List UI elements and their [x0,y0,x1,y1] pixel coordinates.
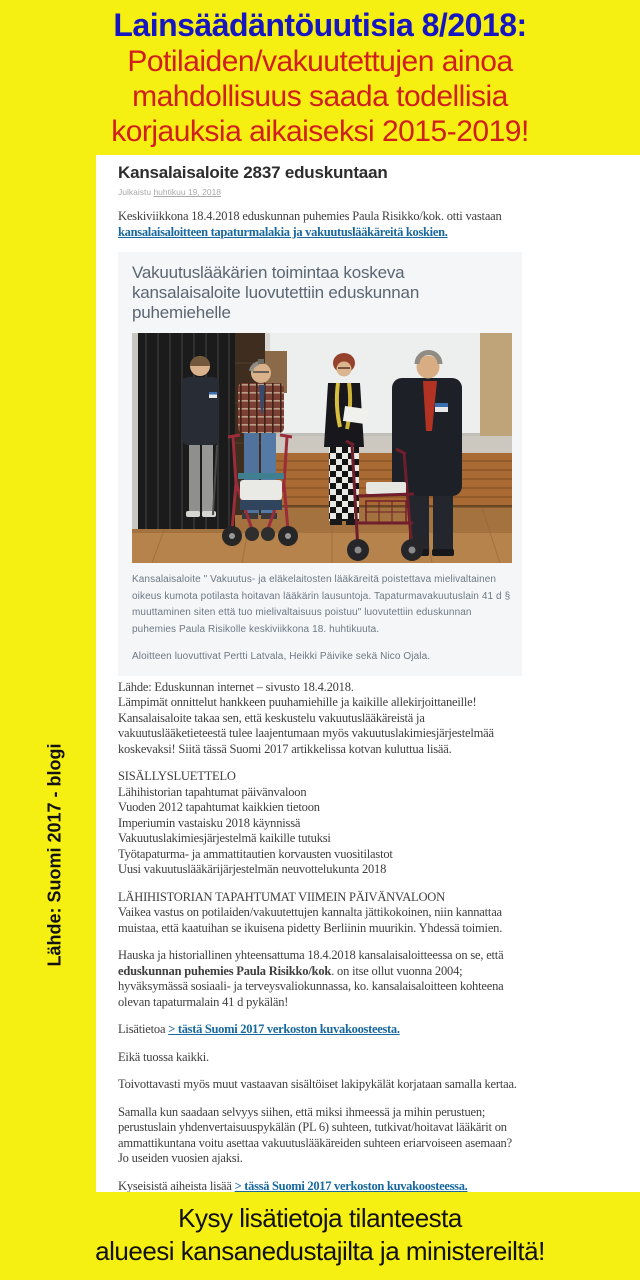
top-banner [0,0,640,149]
footer-line-2: alueesi kansanedustajilta ja ministereiltä! [95,1236,545,1266]
banner-line-3: mahdollisuus saada todellisia [132,80,508,113]
toc-title: SISÄLLYSLUETTELO [118,769,236,783]
intro-link[interactable]: kansalaisaloitteen tapaturmalakia ja vakuutuslääkäreitä koskien. [118,224,448,239]
source-line: Kansalaisaloite takaa sen, että keskustelu vakuutuslääkäreistä ja vakuutuslääketieteestä tulee laajentumaan myös vakuutuslakimiesjärjestelmää koskevaksi! Siitä tässä Suomi 2017 artikkelissa kotvan kuluttua lisää. [118,710,494,756]
embed-heading: Vakuutuslääkärien toimintaa koskeva kansalaisaloite luovutettiin eduskunnan puhemiehelle [132,263,420,322]
history-bold-name: eduskunnan puhemies Paula Risikko/kok [118,963,332,978]
side-source-label: Lähde: Suomi 2017 - blogi [44,743,65,967]
table-of-contents [118,769,522,878]
section-heading: LÄHIHISTORIAN TAPAHTUMAT VIIMEIN PÄIVÄNVALOON [118,889,445,904]
banner-line-1: Lainsäädäntöuutisia 8/2018: [113,7,527,43]
radiator [265,453,512,505]
banner-line-4: korjauksia aikaiseksi 2015-2019! [111,115,529,148]
photo-caption: Kansalaisaloite " Vakuutus- ja eläkelaitosten lääkäreitä poistettava mielivaltainen oikeus kumota potilasta hoitavan lääkärin lausuntoja. Tapaturmavakuutuslain 41 d § muuttaminen siten että tuo mielivaltaisuus poistuu" luovutettiin eduskunnan puhemies Paula Risikolle keskiviikkona 18. huhtikuuta. [132,574,511,635]
toc-item: Imperiumin vastaisku 2018 käynnissä [118,815,301,830]
article-sheet [96,155,640,1192]
topics-paragraph [118,1179,522,1193]
toc-item: Vakuutuslakimiesjärjestelmä kaikille tutuksi [118,831,331,845]
more-info-link[interactable]: > tästä Suomi 2017 verkoston kuvakoosteesta. [168,1022,400,1036]
topics-link[interactable]: > tässä Suomi 2017 verkoston kuvakoosteessa. [234,1178,468,1192]
toc-item: Lähihistorian tapahtumat päivänvaloon [118,784,307,799]
more-info-prefix: Lisätietoa [118,1022,169,1036]
bottom-banner [0,1192,640,1280]
toc-item: Työtapaturma- ja ammattitautien korvausten vuositilastot [118,846,393,861]
source-line: Lähde: Eduskunnan internet – sivusto 18.4.2018. [118,679,354,694]
embed-panel [118,252,522,676]
article-title: Kansalaisaloite 2837 eduskuntaan [118,163,388,182]
article [118,163,522,1192]
source-line: Lämpimät onnittelut hankkeen puuhamiehille ja kaikille allekirjoittaneille! [118,695,477,709]
history-section [118,890,522,937]
history-paragraph [118,948,522,1010]
photo-caption-credits: Aloitteen luovuttivat Pertti Latvala, Heikki Päivike sekä Nico Ojala. [132,651,431,662]
banner-line-2: Potilaiden/vakuutettujen ainoa [127,45,513,78]
article-photo [132,333,512,563]
not-all-paragraph: Eikä tuossa kaikki. [118,1049,209,1064]
hope-paragraph: Toivottavasti myös muut vastaavan sisältöiset lakipykälät korjataan samalla kertaa. [118,1077,517,1091]
more-info-paragraph [118,1022,522,1038]
footer-line-1: Kysy lisätietoja tilanteesta [178,1203,462,1233]
toc-item: Uusi vakuutuslääkärijärjestelmän neuvottelukunta 2018 [118,862,387,876]
topics-prefix: Kyseisistä aiheista lisää [118,1178,235,1192]
history-text: Hauska ja historiallinen yhteensattuma 18.4.2018 kansalaisaloitteessa on se, että [118,948,504,962]
intro-paragraph [118,209,522,240]
history-text-tail: . on itse ollut vuonna 2004; hyväksymässä sosiaali- ja terveysvaliokunnassa, ko. kansalaisaloitteen kohteena olevan tapaturmalain 41 d pykälän! [118,963,504,1009]
equality-paragraph: Samalla kun saadaan selvyys siihen, että miksi ihmeessä ja mihin perustuen; perustuslain yhdenvertaisuuspykälän (PL 6) suhteen, tutkivat/hoitavat lääkärit on ammattikuntana voitu asettaa vakuutuslääkäreiden suhteen eriarvoiseen asemaan? Jo useiden vuosien ajaksi. [118,1104,512,1165]
article-meta [118,187,522,197]
toc-item: Vuoden 2012 tapahtumat kaikkien tietoon [118,800,320,814]
published-date-link[interactable]: huhtikuu 19, 2018 [153,187,222,197]
section-paragraph: Vaikea vastus on potilaiden/vakuutettujen kannalta jättikokoinen, niin kannattaa muistaa, että kaatuihan se ikuisena pidetty Berliinin muurikin. Yhdessä toimien. [118,905,503,935]
intro-text: Keskiviikkona 18.4.2018 eduskunnan puhemies Paula Risikko/kok. otti vastaan [118,209,502,223]
source-paragraph [118,680,522,758]
published-label: Julkaistu [118,187,152,197]
